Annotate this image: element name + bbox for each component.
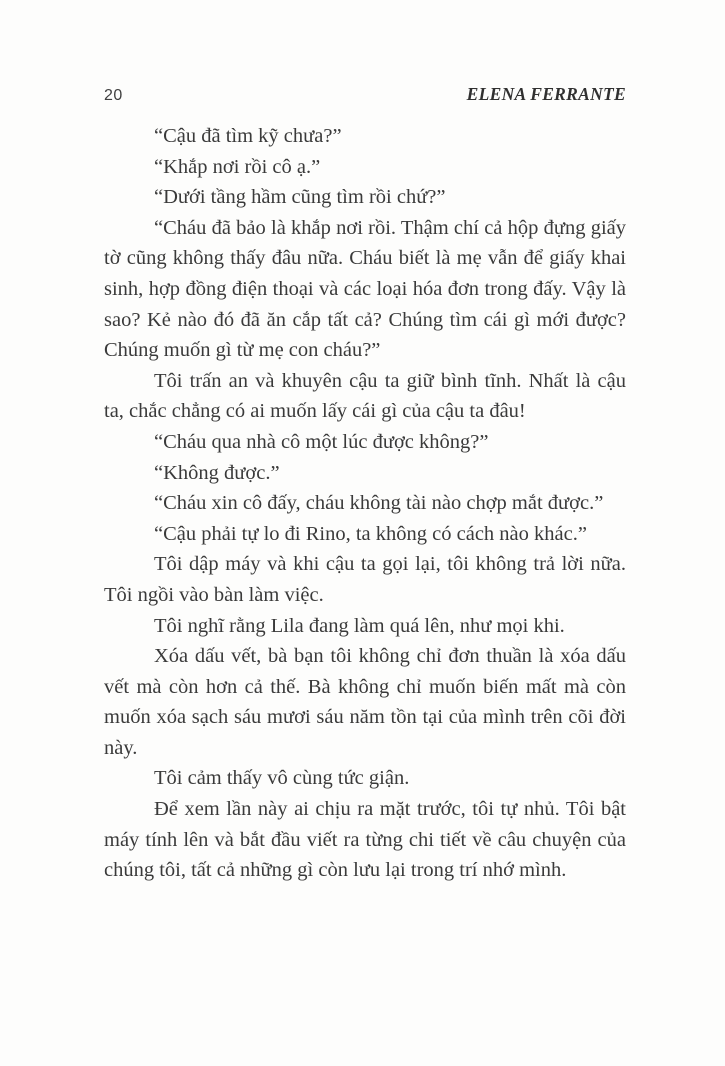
- paragraph: Tôi dập máy và khi cậu ta gọi lại, tôi không trả lời nữa. Tôi ngồi vào bàn làm việc.: [104, 553, 626, 606]
- page-header: [104, 84, 626, 105]
- paragraph: Xóa dấu vết, bà bạn tôi không chỉ đơn thuần là xóa dấu vết mà còn hơn cả thế. Bà không chỉ muốn biến mất mà còn muốn xóa sạch sáu mươi sáu năm tồn tại của mình trên cõi đời này.: [104, 645, 626, 759]
- paragraph: “Cháu xin cô đấy, cháu không tài nào chợp mắt được.”: [154, 492, 604, 515]
- running-head-author: ELENA FERRANTE: [466, 84, 626, 104]
- paragraph: “Cháu đã bảo là khắp nơi rồi. Thậm chí cả hộp đựng giấy tờ cũng không thấy đâu nữa. Cháu biết là mẹ vẫn để giấy khai sinh, hợp đồng điện thoại và các loại hóa đơn trong đấy. Vậy là sao? Kẻ nào đó đã ăn cắp tất cả? Chúng tìm cái gì mới được? Chúng muốn gì từ mẹ con cháu?”: [104, 216, 626, 362]
- paragraph: “Cháu qua nhà cô một lúc được không?”: [154, 430, 489, 453]
- paragraph: Tôi cảm thấy vô cùng tức giận.: [154, 767, 410, 790]
- paragraph: “Khắp nơi rồi cô ạ.”: [154, 155, 321, 178]
- paragraph: “Cậu phải tự lo đi Rino, ta không có cách nào khác.”: [154, 522, 587, 545]
- paragraph: “Không được.”: [154, 461, 280, 484]
- paragraph: Tôi trấn an và khuyên cậu ta giữ bình tĩnh. Nhất là cậu ta, chắc chẳng có ai muốn lấy cái gì của cậu ta đâu!: [104, 369, 626, 423]
- paragraph: Để xem lần này ai chịu ra mặt trước, tôi tự nhủ. Tôi bật máy tính lên và bắt đầu viết ra từng chi tiết về câu chuyện của chúng tôi, tất cả những gì còn lưu lại trong trí nhớ mình.: [104, 798, 626, 882]
- paragraph: Tôi nghĩ rằng Lila đang làm quá lên, như mọi khi.: [154, 614, 565, 637]
- page-number: 20: [104, 87, 123, 104]
- paragraph: “Cậu đã tìm kỹ chưa?”: [154, 125, 342, 147]
- paragraph: “Dưới tầng hầm cũng tìm rồi chứ?”: [154, 186, 446, 209]
- text-block: [104, 121, 626, 886]
